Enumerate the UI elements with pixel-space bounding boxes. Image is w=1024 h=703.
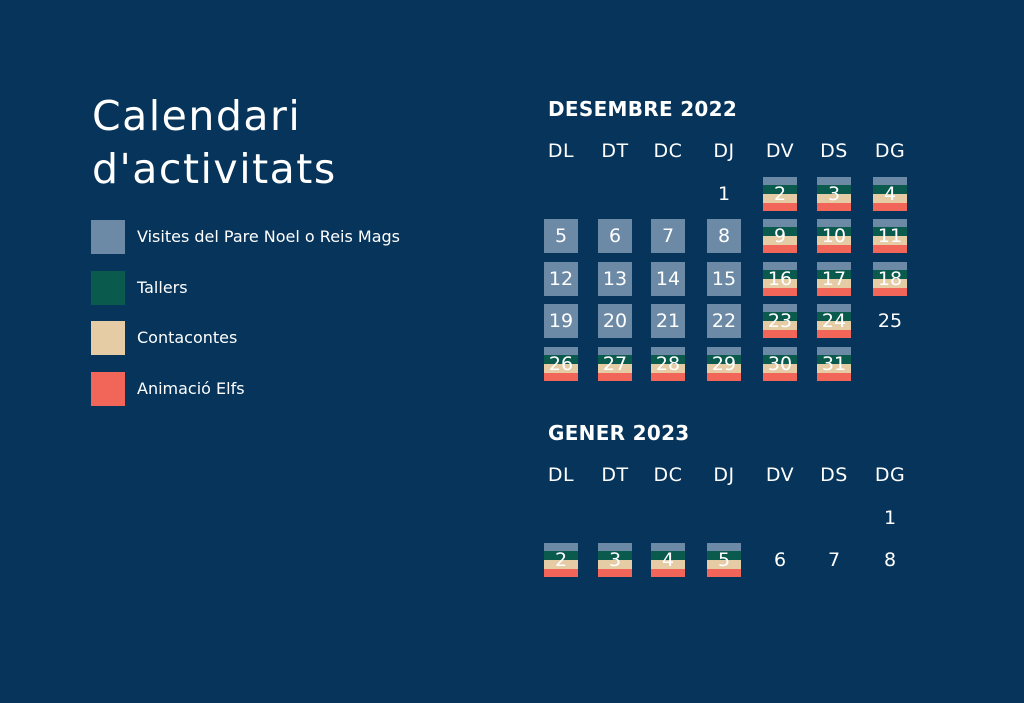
day-cell bbox=[873, 177, 907, 211]
day-number: 5 bbox=[554, 225, 568, 247]
day-cell bbox=[817, 347, 851, 381]
title-line-2: d'activitats bbox=[92, 145, 337, 193]
day-number: 20 bbox=[602, 310, 628, 332]
weekday-header: DC bbox=[653, 140, 683, 162]
day-cell bbox=[544, 543, 578, 577]
day-cell bbox=[651, 347, 685, 381]
day-cell bbox=[817, 304, 851, 338]
day-number: 15 bbox=[711, 268, 737, 290]
day-number: 21 bbox=[655, 310, 681, 332]
day-cell bbox=[651, 543, 685, 577]
day-cell bbox=[873, 304, 907, 338]
day-number: 24 bbox=[821, 310, 847, 332]
day-cell bbox=[651, 304, 685, 338]
day-cell bbox=[707, 543, 741, 577]
day-number: 22 bbox=[711, 310, 737, 332]
day-cell bbox=[763, 219, 797, 253]
day-cell bbox=[544, 219, 578, 253]
day-cell bbox=[707, 347, 741, 381]
day-cell bbox=[817, 262, 851, 296]
day-number: 11 bbox=[877, 225, 903, 247]
day-number: 5 bbox=[717, 549, 731, 571]
day-number: 3 bbox=[608, 549, 622, 571]
weekday-header: DG bbox=[874, 464, 906, 486]
weekday-header: DT bbox=[601, 464, 629, 486]
legend-item-tallers bbox=[91, 271, 451, 305]
day-cell bbox=[598, 262, 632, 296]
weekday-header: DJ bbox=[713, 140, 735, 162]
day-number: 8 bbox=[717, 225, 731, 247]
legend-item-contacontes bbox=[91, 321, 451, 355]
day-cell bbox=[707, 262, 741, 296]
day-cell bbox=[707, 219, 741, 253]
day-cell bbox=[651, 262, 685, 296]
day-number: 8 bbox=[883, 549, 897, 571]
day-cell bbox=[598, 304, 632, 338]
legend-swatch-contacontes bbox=[91, 321, 125, 355]
day-cell bbox=[873, 501, 907, 535]
day-cell bbox=[544, 347, 578, 381]
weekday-header: DT bbox=[601, 140, 629, 162]
day-number: 28 bbox=[655, 353, 681, 375]
day-cell bbox=[763, 262, 797, 296]
day-cell bbox=[817, 543, 851, 577]
month-title: DESEMBRE 2022 bbox=[548, 97, 738, 121]
day-number: 18 bbox=[877, 268, 903, 290]
legend-label: Animació Elfs bbox=[137, 378, 245, 398]
day-cell bbox=[598, 543, 632, 577]
title-line-1: Calendari bbox=[92, 92, 302, 140]
day-cell bbox=[763, 347, 797, 381]
legend-swatch-tallers bbox=[91, 271, 125, 305]
day-number: 1 bbox=[883, 507, 897, 529]
day-cell bbox=[598, 219, 632, 253]
legend-item-visites bbox=[91, 220, 451, 254]
page-title bbox=[92, 90, 512, 196]
weekday-header: DV bbox=[765, 464, 795, 486]
day-number: 1 bbox=[717, 183, 731, 205]
day-number: 4 bbox=[883, 183, 897, 205]
day-number: 25 bbox=[877, 310, 903, 332]
weekday-header: DL bbox=[547, 464, 575, 486]
day-cell bbox=[544, 262, 578, 296]
day-number: 4 bbox=[661, 549, 675, 571]
day-number: 6 bbox=[608, 225, 622, 247]
day-number: 12 bbox=[548, 268, 574, 290]
day-number: 2 bbox=[554, 549, 568, 571]
day-number: 13 bbox=[602, 268, 628, 290]
day-number: 29 bbox=[711, 353, 737, 375]
legend-label: Visites del Pare Noel o Reis Mags bbox=[137, 227, 400, 246]
day-cell bbox=[873, 543, 907, 577]
day-cell bbox=[707, 177, 741, 211]
day-cell bbox=[763, 177, 797, 211]
legend-swatch-elfs bbox=[91, 372, 125, 406]
weekday-header: DV bbox=[765, 140, 795, 162]
day-number: 23 bbox=[767, 310, 793, 332]
day-number: 14 bbox=[655, 268, 681, 290]
day-cell bbox=[707, 304, 741, 338]
day-number: 17 bbox=[821, 268, 847, 290]
day-number: 6 bbox=[773, 549, 787, 571]
day-cell bbox=[544, 304, 578, 338]
day-cell bbox=[817, 219, 851, 253]
day-number: 7 bbox=[661, 225, 675, 247]
day-number: 16 bbox=[767, 268, 793, 290]
day-number: 2 bbox=[773, 183, 787, 205]
day-cell bbox=[873, 219, 907, 253]
day-number: 10 bbox=[821, 225, 847, 247]
weekday-header: DS bbox=[820, 140, 848, 162]
weekday-header: DS bbox=[820, 464, 848, 486]
day-number: 27 bbox=[602, 353, 628, 375]
day-cell bbox=[763, 304, 797, 338]
day-number: 30 bbox=[767, 353, 793, 375]
day-cell bbox=[873, 262, 907, 296]
weekday-header: DC bbox=[653, 464, 683, 486]
day-cell bbox=[763, 543, 797, 577]
weekday-header: DG bbox=[874, 140, 906, 162]
day-cell bbox=[598, 347, 632, 381]
day-number: 26 bbox=[548, 353, 574, 375]
weekday-header: DL bbox=[547, 140, 575, 162]
legend-label: Tallers bbox=[137, 277, 188, 297]
day-cell bbox=[817, 177, 851, 211]
day-number: 31 bbox=[821, 353, 847, 375]
legend-label: Contacontes bbox=[137, 328, 238, 347]
weekday-header: DJ bbox=[713, 464, 735, 486]
month-title: GENER 2023 bbox=[548, 421, 690, 445]
day-number: 19 bbox=[548, 310, 574, 332]
day-number: 3 bbox=[827, 183, 841, 205]
day-number: 7 bbox=[827, 549, 841, 571]
legend-item-elfs bbox=[91, 372, 451, 406]
day-cell bbox=[651, 219, 685, 253]
day-number: 9 bbox=[773, 225, 787, 247]
legend-swatch-visites bbox=[91, 220, 125, 254]
